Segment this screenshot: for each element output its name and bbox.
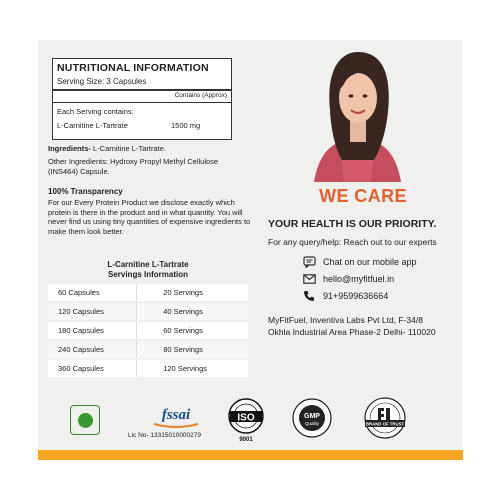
iso-number: 9001 <box>239 437 253 443</box>
vegetarian-dot <box>78 413 93 428</box>
ingredient-amount: 1500 mg <box>171 121 201 130</box>
capsules-cell: 360 Capsules <box>48 360 136 377</box>
nutrition-title: NUTRITIONAL INFORMATION <box>57 62 209 74</box>
capsules-cell: 240 Capsules <box>48 341 136 358</box>
table-row <box>48 341 248 358</box>
customer-care-photo <box>300 40 415 182</box>
gmp-quality-logo <box>292 398 332 438</box>
table-row <box>48 303 248 320</box>
license-number: Lic No- 13315010000279 <box>128 432 202 439</box>
priority-tagline: YOUR HEALTH IS OUR PRIORITY. <box>268 218 437 230</box>
contains-approx-label: Contains (Approx) <box>174 92 227 99</box>
we-care-heading: WE CARE <box>319 186 407 206</box>
address-line2: Okhla Industrial Area Phase-2 Delhi- 110020 <box>268 327 436 337</box>
email-address: hello@myfitfuel.in <box>323 274 395 284</box>
servings-title-line2: Servings Information <box>107 270 188 279</box>
servings-title <box>48 260 248 280</box>
mail-icon <box>302 273 316 285</box>
brand-of-trust-logo <box>360 396 410 440</box>
table-row <box>48 322 248 339</box>
other-ingredients-value: Hydroxy Propyl Methyl Cellulose (INS464) Capsule. <box>48 157 219 176</box>
phone-number: 91+9599636664 <box>323 291 389 301</box>
brand-text: BRAND OF TRUST <box>365 421 405 427</box>
servings-title-line1: L-Carnitine L-Tartrate <box>107 260 189 269</box>
iso-text: ISO <box>237 412 255 424</box>
orange-footer-bar <box>38 450 463 460</box>
vegetarian-icon <box>70 405 100 435</box>
gmp-text: GMP <box>304 413 320 420</box>
capsules-cell: 180 Capsules <box>48 322 136 339</box>
ingredients-line <box>48 144 248 153</box>
ingredients-label: Ingredients- <box>48 144 91 153</box>
ingredients-value: L-Carnitine L-Tartrate. <box>90 144 166 153</box>
servings-cell: 20 Servings <box>136 284 248 301</box>
servings-table <box>48 282 248 379</box>
fssai-text: fssai <box>161 407 191 423</box>
serving-size: Serving Size: 3 Capsules <box>57 77 147 86</box>
servings-cell: 80 Servings <box>136 341 248 358</box>
phone-contact[interactable] <box>302 290 388 302</box>
ingredient-name: L-Carnitine L-Tartrate <box>57 121 128 130</box>
table-row <box>48 284 248 301</box>
iso-9001-logo <box>226 398 266 444</box>
each-serving-label: Each Serving contains: <box>57 107 134 116</box>
servings-cell: 40 Servings <box>136 303 248 320</box>
chat-label: Chat on our mobile app <box>323 257 417 267</box>
servings-cell: 60 Servings <box>136 322 248 339</box>
servings-cell: 120 Servings <box>136 360 248 377</box>
chat-contact[interactable] <box>302 256 417 268</box>
email-contact[interactable] <box>302 273 394 285</box>
chat-icon <box>302 256 316 268</box>
transparency-title: 100% Transparency <box>48 187 123 196</box>
divider <box>53 89 231 91</box>
table-row <box>48 360 248 377</box>
divider <box>53 102 231 103</box>
address-line1: MyFitFuel, Inventiva Labs Pvt Ltd, F-34/8 <box>268 315 423 325</box>
other-ingredients-line <box>48 157 248 177</box>
fssai-logo <box>148 402 204 430</box>
gmp-subtext: Quality <box>304 421 320 426</box>
transparency-text: For our Every Protein Product we disclose exactly which protein is there in the product and in what quantity. You will never find us using tiny quantities of expensive ingredients to make them look better. <box>48 198 251 236</box>
capsules-cell: 120 Capsules <box>48 303 136 320</box>
company-address <box>268 314 468 338</box>
query-help-text: For any query/help: Reach out to our experts <box>268 237 437 247</box>
nutrition-facts-box <box>52 58 232 140</box>
other-ingredients-label: Other Ingredients: <box>48 157 109 166</box>
capsules-cell: 60 Capsules <box>48 284 136 301</box>
phone-icon <box>302 290 316 302</box>
